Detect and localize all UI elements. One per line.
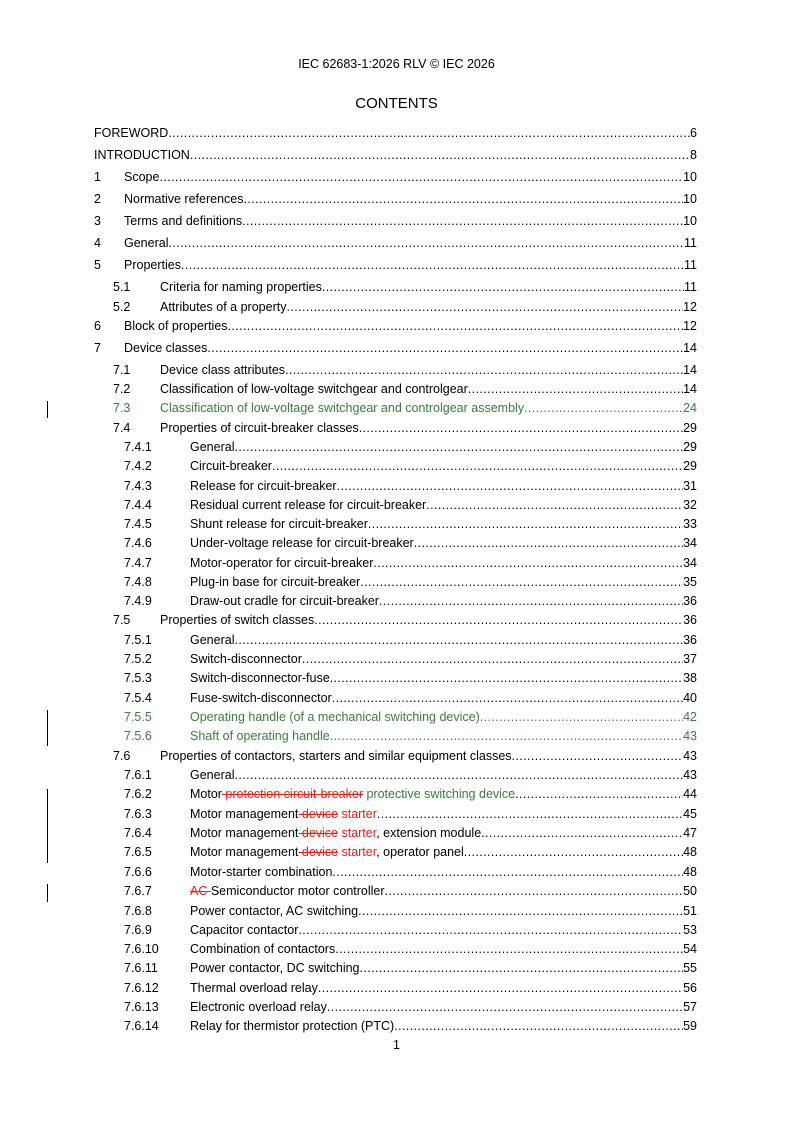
dot-leader [285, 361, 683, 380]
toc-entry-page: 6 [690, 126, 697, 140]
toc-entry-page: 57 [683, 1000, 697, 1014]
toc-entry-number: 7.6.10 [124, 942, 159, 956]
toc-entry-title [190, 669, 330, 688]
toc-entry-title [124, 317, 228, 336]
toc-entry-number: 7.4 [113, 421, 131, 435]
title-segment: Motor [190, 787, 222, 801]
toc-entry[interactable] [0, 339, 793, 358]
title-segment: Criteria for naming properties [160, 280, 322, 294]
dot-leader [524, 399, 683, 418]
dot-leader [468, 380, 683, 399]
title-segment: Device classes [124, 341, 208, 355]
toc-entry-number: 7 [94, 341, 101, 355]
title-segment: , operator panel [376, 845, 464, 859]
toc-entry-title [190, 689, 332, 708]
title-segment: Semiconductor motor controller [210, 884, 385, 898]
toc-entry-page: 51 [683, 904, 697, 918]
toc-entry-number: 7.4.2 [124, 459, 152, 473]
toc-entry-number: 7.4.5 [124, 517, 152, 531]
dot-leader [302, 650, 683, 669]
toc-entry-page: 29 [683, 421, 697, 435]
dot-leader [332, 689, 683, 708]
toc-entry-title [160, 361, 285, 380]
toc-entry-page: 59 [683, 1019, 697, 1033]
toc-entry[interactable] [0, 959, 793, 978]
toc-entry-page: 43 [683, 729, 697, 743]
toc-entry-number: 7.4.9 [124, 594, 152, 608]
toc-entry[interactable] [0, 650, 793, 669]
dot-leader [512, 747, 684, 766]
toc-entry-title [160, 747, 512, 766]
title-segment: INTRODUCTION [94, 148, 190, 162]
toc-entry-title [190, 979, 318, 998]
toc-entry-number: 7.4.7 [124, 556, 152, 570]
toc-entry-number: 5.1 [113, 280, 131, 294]
toc-entry[interactable] [0, 940, 793, 959]
toc-entry-page: 44 [683, 787, 697, 801]
dot-leader [159, 168, 683, 187]
toc-entry-page: 43 [683, 749, 697, 763]
dot-leader [515, 785, 683, 804]
inserted-text: starter [338, 826, 377, 840]
toc-entry-page: 48 [683, 845, 697, 859]
dot-leader [190, 146, 690, 165]
dot-leader [379, 592, 683, 611]
toc-entry[interactable] [0, 419, 793, 438]
toc-entry-title [190, 438, 234, 457]
toc-entry-number: 7.6.5 [124, 845, 152, 859]
title-segment: Capacitor contactor [190, 923, 299, 937]
toc-entry-page: 32 [683, 498, 697, 512]
toc-entry-title [190, 843, 464, 862]
toc-entry-page: 11 [684, 280, 697, 294]
toc-entry-number: 7.5.6 [124, 729, 152, 743]
page-number: 1 [393, 1038, 400, 1052]
toc-entry-page: 47 [683, 826, 697, 840]
toc-entry-title [190, 785, 515, 804]
title-segment: Motor-starter combination [190, 865, 333, 879]
toc-entry[interactable] [0, 496, 793, 515]
toc-entry-number: 6 [94, 319, 101, 333]
toc-entry-title [124, 212, 242, 231]
toc-entry-number: 7.6.4 [124, 826, 152, 840]
dot-leader [464, 843, 683, 862]
toc-entry-number: 7.5.1 [124, 633, 152, 647]
toc-entry-page: 33 [683, 517, 697, 531]
title-segment: Motor management [190, 826, 299, 840]
title-segment: Thermal overload relay [190, 981, 318, 995]
toc-entry[interactable] [0, 689, 793, 708]
toc-entry[interactable] [0, 256, 793, 275]
change-bar [47, 401, 48, 418]
toc-entry[interactable] [0, 998, 793, 1017]
toc-entry[interactable] [0, 380, 793, 399]
toc-entry-page: 42 [683, 710, 697, 724]
toc-entry-number: 3 [94, 214, 101, 228]
title-segment: Properties [124, 258, 181, 272]
toc-entry-page: 14 [683, 382, 697, 396]
toc-entry-title [160, 611, 314, 630]
toc-entry[interactable] [0, 824, 793, 843]
inserted-text: starter [338, 845, 377, 859]
toc-entry-page: 36 [683, 594, 697, 608]
toc-entry-title [190, 515, 368, 534]
title-segment: Power contactor, AC switching [190, 904, 359, 918]
toc-entry-title [190, 631, 234, 650]
toc-entry-number: 7.6.2 [124, 787, 152, 801]
title-segment: Switch-disconnector-fuse [190, 671, 330, 685]
dot-leader [286, 298, 683, 317]
toc-entry-page: 14 [683, 363, 697, 377]
toc-entry-title [160, 298, 286, 317]
toc-entry-page: 8 [690, 148, 697, 162]
dot-leader [234, 438, 683, 457]
toc-entry-number: 7.5 [113, 613, 131, 627]
toc-entry-page: 40 [683, 691, 697, 705]
toc-entry-number: 7.4.3 [124, 479, 152, 493]
toc-entry-page: 29 [683, 459, 697, 473]
toc-entry-number: 7.4.1 [124, 440, 152, 454]
toc-entry-title [190, 998, 327, 1017]
title-segment: Plug-in base for circuit-breaker [190, 575, 361, 589]
dot-leader [234, 631, 683, 650]
toc-entry-title [190, 902, 358, 921]
toc-entry-title [190, 1017, 394, 1036]
toc-entry-title [190, 824, 481, 843]
title-segment: , extension module [376, 826, 482, 840]
toc-entry-number: 4 [94, 236, 101, 250]
title-segment: Operating handle (of a mechanical switching device) [190, 710, 480, 724]
toc-entry[interactable] [0, 631, 793, 650]
toc-entry-title [190, 496, 426, 515]
title-segment: Attributes of a property [160, 300, 287, 314]
title-segment: Under-voltage release for circuit-breaker [190, 536, 414, 550]
dot-leader [242, 212, 683, 231]
toc-entry-number: 1 [94, 170, 101, 184]
title-segment: Relay for thermistor protection (PTC) [190, 1019, 395, 1033]
deleted-text: AC [190, 884, 211, 898]
toc-entry-page: 37 [683, 652, 697, 666]
title-segment: Classification of low-voltage switchgear and controlgear assembly [160, 401, 525, 415]
deleted-text: device [298, 826, 338, 840]
deleted-text: device [298, 845, 338, 859]
dot-leader [332, 863, 683, 882]
toc-entry-page: 10 [683, 192, 697, 206]
toc-entry-page: 24 [683, 401, 697, 415]
inserted-text: protective switching device [362, 787, 516, 801]
toc-entry-page: 36 [683, 613, 697, 627]
toc-entry-page: 14 [683, 341, 697, 355]
title-segment: Block of properties [124, 319, 228, 333]
toc-entry-title [190, 554, 373, 573]
toc-entry-number: 7.4.4 [124, 498, 152, 512]
dot-leader [168, 124, 690, 143]
toc-entry-number: 7.6.1 [124, 768, 152, 782]
toc-entry-title [160, 380, 468, 399]
dot-leader [337, 477, 684, 496]
toc-entry[interactable] [0, 708, 793, 727]
toc-entry-page: 11 [684, 258, 697, 272]
toc-entry[interactable] [0, 361, 793, 380]
toc-entry-title [160, 399, 524, 418]
toc-entry-title [94, 124, 168, 143]
toc-entry-page: 12 [683, 319, 697, 333]
toc-entry-page: 48 [683, 865, 697, 879]
toc-entry-title [190, 592, 379, 611]
toc-entry-number: 7.5.2 [124, 652, 152, 666]
title-segment: Properties of contactors, starters and similar equipment classes [160, 749, 512, 763]
toc-entry-number: 7.5.5 [124, 710, 152, 724]
toc-entry[interactable] [0, 747, 793, 766]
toc-entry[interactable] [0, 190, 793, 209]
toc-entry-page: 45 [683, 807, 697, 821]
toc-entry[interactable] [0, 766, 793, 785]
dot-leader [481, 824, 683, 843]
toc-entry[interactable] [0, 1017, 793, 1036]
dot-leader [330, 727, 683, 746]
toc-entry-title [124, 190, 244, 209]
dot-leader [394, 1017, 683, 1036]
toc-entry-title [124, 168, 159, 187]
toc-entry-page: 43 [683, 768, 697, 782]
toc-entry[interactable] [0, 534, 793, 553]
title-segment: Motor-operator for circuit-breaker [190, 556, 374, 570]
toc-entry-page: 35 [683, 575, 697, 589]
toc-entry[interactable] [0, 317, 793, 336]
title-segment: General [190, 633, 235, 647]
title-segment: Residual current release for circuit-breaker [190, 498, 427, 512]
deleted-text: device [298, 807, 338, 821]
toc-entry[interactable] [0, 298, 793, 317]
toc-entry-page: 55 [683, 961, 697, 975]
title-segment: Properties of switch classes [160, 613, 315, 627]
title-segment: Classification of low-voltage switchgear and controlgear [160, 382, 468, 396]
toc-entry[interactable] [0, 234, 793, 253]
dot-leader [318, 979, 683, 998]
toc-entry[interactable] [0, 457, 793, 476]
toc-entry-title [124, 234, 168, 253]
toc-entry-title [190, 766, 234, 785]
toc-entry-title [124, 256, 181, 275]
title-segment: Terms and definitions [124, 214, 243, 228]
toc-entry-number: 7.6 [113, 749, 131, 763]
title-segment: Combination of contactors [190, 942, 336, 956]
toc-entry-number: 7.6.13 [124, 1000, 159, 1014]
title-segment: General [190, 440, 235, 454]
dot-leader [426, 496, 683, 515]
dot-leader [377, 805, 683, 824]
dot-leader [168, 234, 684, 253]
title-segment: General [190, 768, 235, 782]
title-segment: Electronic overload relay [190, 1000, 327, 1014]
deleted-text: protection circuit-breaker [221, 787, 363, 801]
toc-entry-title [190, 573, 360, 592]
toc-entry[interactable] [0, 168, 793, 187]
toc-entry-page: 34 [683, 536, 697, 550]
toc-entry[interactable] [0, 785, 793, 804]
dot-leader [207, 339, 683, 358]
title-segment: FOREWORD [94, 126, 169, 140]
title-segment: Motor management [190, 807, 299, 821]
page-title: CONTENTS [355, 95, 438, 112]
title-segment: Switch-disconnector [190, 652, 302, 666]
toc-entry-number: 5 [94, 258, 101, 272]
dot-leader [322, 278, 684, 297]
dot-leader [272, 457, 683, 476]
toc-entry[interactable] [0, 727, 793, 746]
toc-entry-title [124, 339, 207, 358]
toc-entry-title [190, 457, 272, 476]
toc-entry-title [190, 863, 332, 882]
title-segment: Properties of circuit-breaker classes [160, 421, 359, 435]
dot-leader [480, 708, 683, 727]
dot-leader [298, 921, 683, 940]
toc-entry-page: 53 [683, 923, 697, 937]
toc-entry[interactable] [0, 515, 793, 534]
toc-entry[interactable] [0, 477, 793, 496]
toc-entry-title [190, 921, 298, 940]
toc-entry[interactable] [0, 124, 793, 143]
toc-entry-number: 7.6.8 [124, 904, 152, 918]
title-segment: Motor management [190, 845, 299, 859]
dot-leader [360, 959, 684, 978]
title-segment: Scope [124, 170, 160, 184]
dot-leader [373, 554, 683, 573]
toc-entry-page: 10 [683, 214, 697, 228]
toc-entry-number: 2 [94, 192, 101, 206]
page-header: IEC 62683-1:2026 RLV © IEC 2026 [298, 57, 495, 71]
title-segment: Shaft of operating handle [190, 729, 330, 743]
title-segment: Device class attributes [160, 363, 286, 377]
dot-leader [244, 190, 684, 209]
dot-leader [234, 766, 683, 785]
toc-entry-number: 7.6.9 [124, 923, 152, 937]
toc-entry-number: 7.6.6 [124, 865, 152, 879]
toc-entry-page: 29 [683, 440, 697, 454]
toc-entry-page: 36 [683, 633, 697, 647]
toc-entry[interactable] [0, 979, 793, 998]
toc-entry-number: 7.6.3 [124, 807, 152, 821]
dot-leader [181, 256, 684, 275]
toc-entry-number: 5.2 [113, 300, 131, 314]
title-segment: Circuit-breaker [190, 459, 272, 473]
toc-entry[interactable] [0, 212, 793, 231]
inserted-text: starter [338, 807, 377, 821]
toc-entry-title [160, 419, 359, 438]
toc-entry[interactable] [0, 573, 793, 592]
toc-entry-page: 38 [683, 671, 697, 685]
dot-leader [414, 534, 683, 553]
toc-entry[interactable] [0, 146, 793, 165]
toc-entry-title [190, 727, 330, 746]
toc-entry-number: 7.3 [113, 401, 131, 415]
dot-leader [358, 902, 683, 921]
toc-entry-title [190, 805, 377, 824]
toc-entry[interactable] [0, 554, 793, 573]
toc-entry-number: 7.5.4 [124, 691, 152, 705]
toc-entry-page: 10 [683, 170, 697, 184]
toc-entry-number: 7.6.14 [124, 1019, 159, 1033]
dot-leader [385, 882, 684, 901]
toc-entry[interactable] [0, 669, 793, 688]
toc-entry-number: 7.6.11 [124, 961, 158, 975]
toc-entry-title [160, 278, 322, 297]
toc-entry-title [190, 940, 335, 959]
toc-entry[interactable] [0, 882, 793, 901]
toc-entry-title [190, 708, 480, 727]
toc-entry[interactable] [0, 921, 793, 940]
change-bar [47, 789, 48, 863]
toc-entry-page: 56 [683, 981, 697, 995]
toc-entry-title [190, 477, 337, 496]
toc-entry-title [190, 882, 385, 901]
toc-entry[interactable] [0, 611, 793, 630]
toc-entry[interactable] [0, 805, 793, 824]
toc-entry-number: 7.6.12 [124, 981, 159, 995]
toc-entry-title [190, 959, 360, 978]
title-segment: Shunt release for circuit-breaker [190, 517, 368, 531]
title-segment: Release for circuit-breaker [190, 479, 337, 493]
toc-entry-number: 7.6.7 [124, 884, 152, 898]
toc-entry-page: 54 [683, 942, 697, 956]
toc-entry-title [94, 146, 190, 165]
change-bar [47, 710, 48, 746]
toc-entry-page: 11 [684, 236, 697, 250]
dot-leader [335, 940, 683, 959]
toc-entry[interactable] [0, 863, 793, 882]
toc-entry-page: 12 [683, 300, 697, 314]
title-segment: Power contactor, DC switching [190, 961, 360, 975]
toc-entry[interactable] [0, 399, 793, 418]
dot-leader [359, 419, 683, 438]
toc-entry[interactable] [0, 902, 793, 921]
toc-entry-title [190, 650, 302, 669]
toc-entry-number: 7.4.8 [124, 575, 152, 589]
title-segment: Fuse-switch-disconnector [190, 691, 332, 705]
title-segment: Draw-out cradle for circuit-breaker [190, 594, 379, 608]
toc-entry-page: 34 [683, 556, 697, 570]
change-bar [47, 884, 48, 902]
title-segment: Normative references [124, 192, 244, 206]
toc-entry-page: 50 [683, 884, 697, 898]
dot-leader [314, 611, 683, 630]
toc-entry-number: 7.5.3 [124, 671, 152, 685]
dot-leader [360, 573, 683, 592]
dot-leader [330, 669, 683, 688]
toc-entry[interactable] [0, 438, 793, 457]
dot-leader [368, 515, 683, 534]
toc-entry-number: 7.4.6 [124, 536, 152, 550]
title-segment: General [124, 236, 169, 250]
toc-entry-title [190, 534, 414, 553]
toc-entry[interactable] [0, 592, 793, 611]
toc-entry[interactable] [0, 843, 793, 862]
toc-entry-page: 31 [683, 479, 697, 493]
dot-leader [327, 998, 683, 1017]
dot-leader [228, 317, 684, 336]
toc-entry[interactable] [0, 278, 793, 297]
toc-entry-number: 7.1 [113, 363, 131, 377]
toc-entry-number: 7.2 [113, 382, 131, 396]
